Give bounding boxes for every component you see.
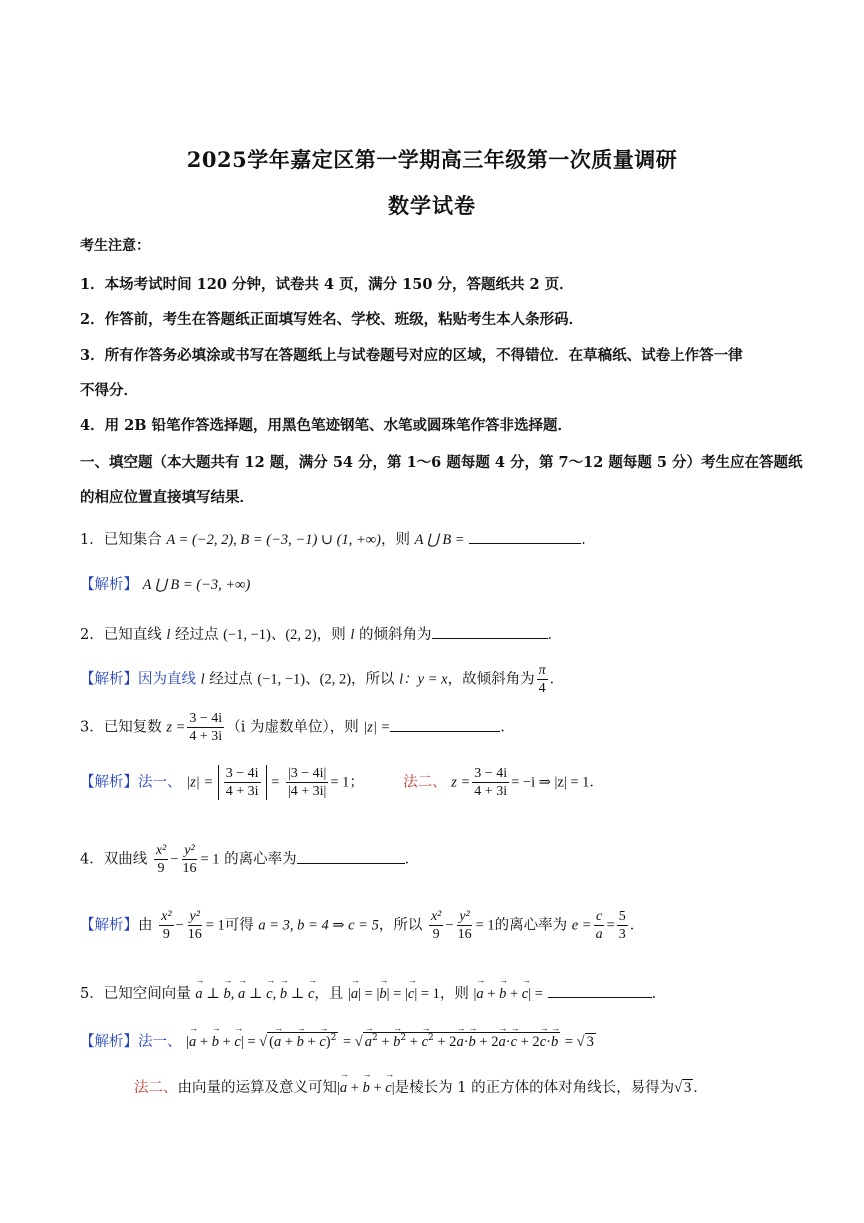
method-2-label: 法二、 [134, 1080, 178, 1096]
q5-sol2-end: ． [693, 1080, 708, 1096]
frac-den: 4 + 3i [225, 784, 259, 799]
q4-sol-b: 可得 [224, 917, 259, 934]
q3-abs-ratio [286, 765, 328, 800]
q3-solution: 【解析】法一、 |z| = $\frac{3 - 4i}{4 + 3i}$ = $\frac{|3 - 4i|}{|4 + 3i|}$ = 1； 法二、 z = $\frac{3 - 4i}{4 + 3i}$ = −i ⇒ |z| = 1． [80, 766, 604, 799]
q5-sol2-text: 由向量的运算及意义可知 [177, 1080, 337, 1096]
notes-heading: 考生注意： [80, 238, 150, 254]
q1-answer-blank[interactable] [469, 529, 581, 544]
pi-over-4 [537, 662, 548, 697]
q2-text: 已知直线 [103, 627, 167, 643]
q3-fraction [187, 710, 224, 745]
q2-sol-eq: l：y = x [399, 671, 448, 688]
frac-den: 9 [157, 861, 165, 876]
method-1-label: 法一、 [138, 774, 182, 791]
q1-number: 1． [80, 532, 104, 548]
section-line-2: 的相应位置直接填写结果． [80, 489, 254, 506]
q2-answer-blank[interactable] [432, 624, 548, 639]
q2-sol-a: 因为直线 [138, 671, 201, 688]
frac-den: 16 [182, 861, 197, 876]
q2-sol-c: ，所以 [351, 671, 400, 688]
frac-num: 3 − 4i [474, 766, 508, 781]
q5-solution-1: 【解析】法一、 |→ a + → b + → c| = √ (→ a + → b + → c)$^2$ = √→ $a^2$ + → $b^2$ + → $c^2 + 2\to a\cdot\to b + 2\to a\cdot\to c + 2\to c\cdot\to b$ = √ 3 [80, 1030, 596, 1051]
sqrt-3: 3 [684, 1080, 692, 1096]
q4-e-eq: e = [571, 917, 592, 934]
frac-num: |3 − 4i| [287, 766, 327, 781]
q4-sol-eq-one-2: = 1 [475, 917, 495, 934]
page-title: 2025学年嘉定区第一学期高三年级第一次质量调研 [186, 147, 678, 172]
q2-number: 2． [80, 627, 104, 643]
q3-sol2-tail: = −i ⇒ |z| = 1． [511, 774, 604, 791]
frac-den: 9 [162, 927, 170, 942]
frac-num: y² [459, 909, 470, 924]
q5-answer-blank[interactable] [548, 983, 652, 998]
q3-z-eq: z = [166, 719, 186, 736]
frac-num: 5 [618, 909, 626, 924]
frac-den: a [595, 927, 603, 942]
page-subtitle: 数学试卷 [388, 193, 476, 218]
sqrt-3: 3 [586, 1034, 594, 1050]
solution-tag: 【解析】 [80, 917, 138, 934]
q4-five-thirds [617, 908, 628, 943]
frac-den: 9 [432, 927, 440, 942]
q4-sol-d: 的离心率为 [494, 917, 572, 934]
frac-num: c [595, 909, 603, 924]
frac-num: x² [155, 843, 167, 858]
q4-sol-y-frac-2 [456, 908, 474, 943]
q5-text: 已知空间向量 [103, 986, 196, 1002]
solution-tag: 【解析】 [80, 671, 138, 688]
note-1: 1．本场考试时间 120 分钟，试卷共 4 页，满分 150 分，答题纸共 2 页． [80, 276, 574, 293]
q3-abs-z-sol: |z| = [186, 774, 214, 791]
q5-text-b: ，且 [314, 986, 348, 1002]
question-1: 1．已知集合 A = (−2, 2), B = (−3, −1) ∪ (1, +∞)，则 A ⋃ B = ． [80, 528, 596, 549]
q3-sol2-frac [472, 765, 509, 800]
q4-sol-x-frac-2 [429, 908, 443, 943]
q1-solution [80, 573, 250, 594]
q3-sol-one: = 1； [330, 774, 364, 791]
frac-den: 16 [457, 927, 472, 942]
question-2: 2．已知直线 l 经过点 (−1, −1)、(2, 2)，则 l 的倾斜角为 ． [80, 623, 562, 644]
q2-solution: 【解析】因为直线 l 经过点 (−1, −1)、(2, 2)，所以 l：y = x，故倾斜角为 $\frac{\pi}{4}$ ． [80, 663, 565, 696]
frac-den: 3 [618, 927, 626, 942]
method-1-label: 法一、 [138, 1034, 182, 1050]
q2-text-c: ，则 [316, 627, 351, 643]
q4-answer-blank[interactable] [297, 849, 405, 864]
question-3: 3．已知复数 z = $\frac{3 - 4i}{4 + 3i}$ （i 为虚数单位），则 |z| = ． [80, 711, 515, 744]
frac-num: π [538, 663, 546, 678]
q1-sets: A = (−2, 2), B = (−3, −1) ∪ (1, +∞) [166, 532, 381, 548]
q4-c-over-a [594, 908, 605, 943]
q3-text-b: （i 为虚数单位），则 [226, 719, 364, 736]
note-2: 2．作答前，考生在答题纸正面填写姓名、学校、班级，粘贴考生本人条形码． [80, 311, 584, 328]
q2-line-var: l [166, 627, 171, 643]
q5-sol2-text-b: 是棱长为 1 的正方体的体对角线长，易得为 [394, 1080, 675, 1096]
q5-solution-2: 法二、由向量的运算及意义可知|→ a + → b + → c|是棱长为 1 的正方体的体对角线长，易得为√ 3 ． [134, 1076, 708, 1097]
q3-number: 3． [80, 719, 104, 736]
frac-den: |4 + 3i| [287, 784, 327, 799]
frac-num: y² [189, 909, 200, 924]
q2-text-d: 的倾斜角为 [354, 627, 432, 643]
frac-num: x² [430, 909, 442, 924]
q2-text-b: 经过点 [170, 627, 224, 643]
q2-sol-points: (−1, −1)、(2, 2) [257, 671, 352, 688]
q4-text-b: 的离心率为 [219, 851, 297, 868]
solution-tag: 【解析】 [80, 774, 138, 791]
solution-tag: 【解析】 [80, 577, 138, 593]
question-5: 5．已知空间向量 → a ⊥ → b, → a ⊥ → c, → b ⊥ → c，且 |→ a| = |→ b| = |→ c| = 1，则 |→ a + → b + → c| = ． [80, 982, 666, 1003]
q2-sol-b: 经过点 [204, 671, 258, 688]
note-3-cont: 不得分． [80, 382, 138, 399]
frac-den: 4 + 3i [474, 784, 508, 799]
q2-sol-line-var: l [200, 671, 205, 688]
q2-points: (−1, −1)、(2, 2) [223, 627, 317, 643]
note-4: 4．用 2B 铅笔作答选择题，用黑色笔迹钢笔、水笔或圆珠笔作答非选择题． [80, 417, 573, 434]
q4-eq-one: = 1 [200, 851, 220, 868]
q2-sol-d: ，故倾斜角为 [447, 671, 535, 688]
question-4: 4．双曲线 $\frac{\text{x²}}{9}$ − $\frac{\text{y²}}{16}$ = 1 的离心率为 ． [80, 843, 420, 876]
q1-solution-expr: A ⋃ B = (−3, +∞) [142, 577, 251, 593]
note-3: 3．所有作答务必填涂或书写在答题纸上与试卷题号对应的区域，不得错位．在草稿纸、试卷上作答一律 [80, 347, 743, 364]
q5-text-c: ，则 [439, 986, 474, 1002]
method-2-label: 法二、 [403, 774, 447, 791]
frac-num: x² [161, 909, 172, 924]
q4-sol-a: 由 [138, 917, 158, 934]
frac-num: y² [184, 843, 195, 858]
frac-den: 16 [187, 927, 202, 942]
q1-text: 已知集合 [103, 532, 167, 548]
q3-abs-z: |z| = [363, 719, 391, 736]
q4-text: 双曲线 [103, 851, 152, 868]
frac-den: 4 + 3i [189, 729, 223, 744]
q4-solution: 【解析】由 $\frac{\text{x²}}{9}$ − $\frac{\text{y²}}{16}$ = 1可得 a = 3, b = 4 ⇒ c = 5，所以 $\frac{\text{x²}}{9}$ − $\frac{\text{y²}}{16}$ = 1的离心率为 e = $\frac{c}{a}$ = $\frac{5}{3}$ ． [80, 909, 645, 942]
q1-expression: A ⋃ B = [414, 532, 465, 548]
frac-num: 3 − 4i [225, 766, 259, 781]
q3-sol-frac [224, 765, 261, 800]
q4-sol-values: a = 3, b = 4 ⇒ c = 5 [258, 917, 379, 934]
q3-z-eq-2: z = [451, 774, 471, 791]
q3-abs-fraction [218, 765, 267, 800]
solution-tag: 【解析】 [80, 1034, 138, 1050]
frac-num: 3 − 4i [189, 711, 223, 726]
q3-answer-blank[interactable] [390, 717, 500, 732]
q4-number: 4． [80, 851, 104, 868]
q5-number: 5． [80, 986, 104, 1002]
section-line-1: 一、填空题（本大题共有 12 题，满分 54 分，第 1～6 题每题 4 分，第 7～12 题每题 5 分）考生应在答题纸 [80, 454, 803, 471]
q4-y-frac [180, 842, 198, 877]
q4-sol-x-frac [159, 908, 173, 943]
q4-x-frac [154, 842, 168, 877]
q4-sol-y-frac [186, 908, 204, 943]
frac-den: 4 [538, 681, 546, 696]
q4-sol-eq-one: = 1 [205, 917, 225, 934]
q2-line-var-2: l [350, 627, 355, 643]
q3-text: 已知复数 [103, 719, 167, 736]
q4-sol-c: ，所以 [378, 917, 427, 934]
q1-text-b: ，则 [380, 532, 415, 548]
